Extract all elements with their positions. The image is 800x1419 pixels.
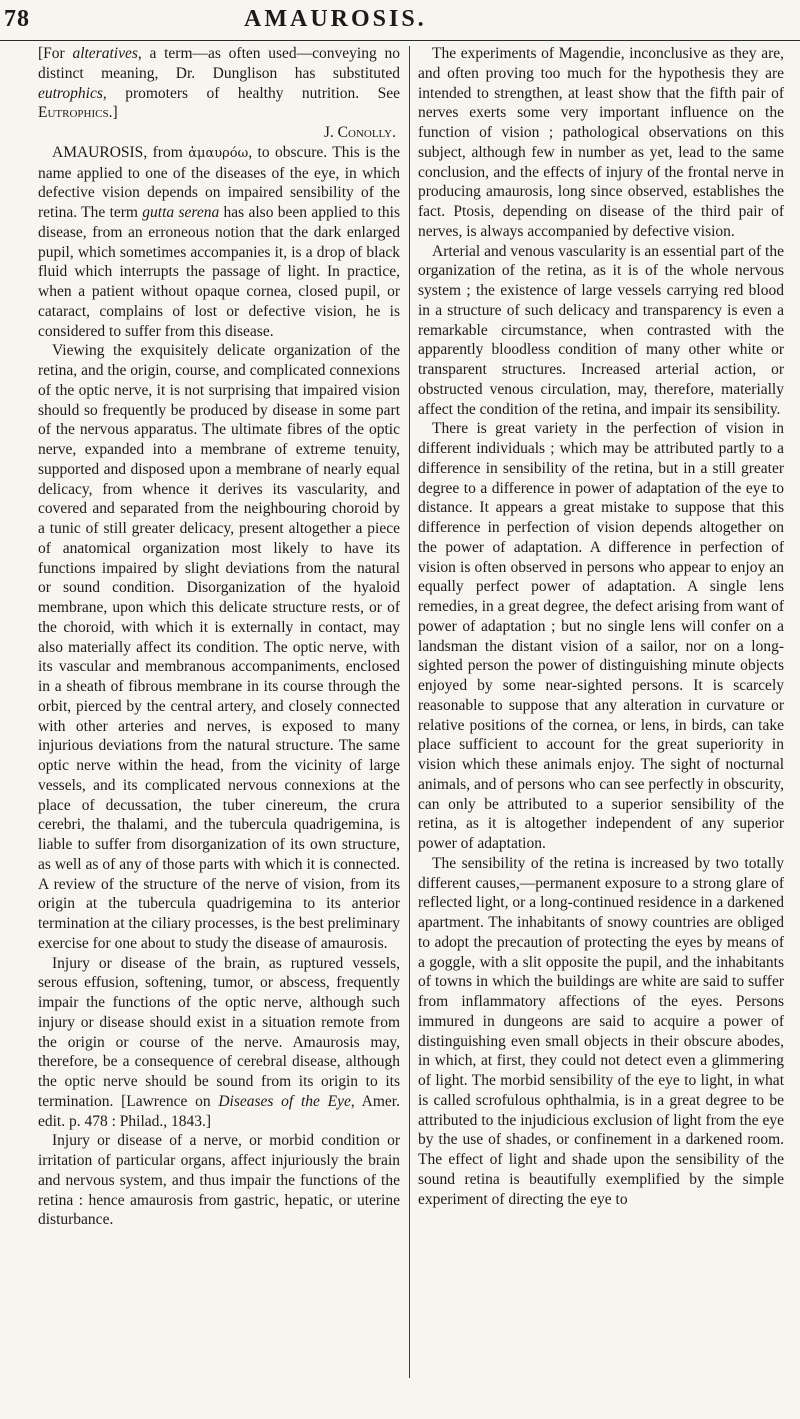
- entry-term: AMAUROSIS: [52, 143, 144, 161]
- paragraph-magendie: The experiments of Magendie, inconclusive as they are, and often proving too much for the hypothesis they are intended to strengthen, at least show that the fifth pair of nerves exerts some very important influence on the function of vision ; pathological observations on this subject, although few in number as yet, lead to the same conclusion, and the effects of injury of the frontal nerve in producing amaurosis, long since observed, establishes the fact. Ptosis, depending on disease of the third pair of nerves, is always accompanied by defective vision.: [418, 45, 784, 240]
- paragraph-viewing: Viewing the exquisitely delicate organization of the retina, and the origin, course, and complicated connexions of the optic nerve, it is not surprising that impaired vision should so frequently be produced by disease in some part of the nervous apparatus. The ultimate fibres of the optic nerve, expanded into a membrane of extreme tenuity, supported and disposed upon a membrane of nearly equal delicacy, from whence it derives its vascularity, and covered and separated from the neighbouring choroid by a tunic of still greater delicacy, present altogether a piece of anatomical organization most likely to have its functions impaired by slight deviations from the natural or sound condition. Disorganization of the hyaloid membrane, upon which this delicate structure rests, or of the choroid, with which it is externally in contact, may also materially affect its condition. The optic nerve, with its vascular and membranous accompaniments, enclosed in a sheath of fibrous membrane in its course through the orbit, pierced by the central artery, and closely connected with other arteries and nerves, is exposed to many injurious deviations from the natural structure. The same optic nerve within the head, from the vicinity of large vessels, and its complicated nervous connexions at the place of decussation, the tuber cinereum, the crura cerebri, the thalami, and the tubercula quadrigemina, is liable to suffer from disorganization of its own structure, as well as of any of those parts with which it is connected. A review of the structure of the nerve of vision, from its origin at the tubercula quadrigemina to its anterior termination at the ciliary processes, is the best preliminary exercise for one about to study the disease of amaurosis.: [38, 342, 400, 952]
- right-column: [418, 44, 784, 1209]
- left-column: [38, 44, 400, 1230]
- cited-work: Diseases of the Eye: [218, 1092, 351, 1110]
- page-number: 78: [4, 6, 30, 32]
- header-rule: [0, 40, 800, 41]
- author-signature: J. Conolly.: [323, 124, 396, 141]
- greek-etymology: ἀμαυρόω: [188, 145, 249, 161]
- paragraph-variety: There is great variety in the perfection of vision in different individuals ; which may be attributed partly to a difference in sensibility of the retina, but in a still greater degree to a difference in power of adaptation of the eye to distance. It appears a great mistake to suppose that this difference in perfection of vision depends altogether on the power of adaptation. A difference in perfection of vision is often observed in persons who appear to enjoy an equally perfect power of adaptation. A single lens remedies, in a great degree, the defect arising from want of power of adaptation ; but no single lens will confer on a landsman the distant vision of a sailor, nor on a long-sighted person the power of distinguishing minute objects enjoyed by some near-sighted persons. It is scarcely reasonable to suppose that any alteration in curvature or relative positions of the cornea, or lens, in birds, can take place sufficient to account for the great superiority in vision which these animals enjoy. The sight of nocturnal animals, and of persons who can see perfectly in obscurity, can only be attributed to a superior sensibility of the retina, as it is altogether independent of any superior power of adaptation.: [418, 420, 784, 852]
- paragraph-arterial: Arterial and venous vascularity is an essential part of the organization of the retina, as it is of the whole nervous system ; the existence of large vessels carrying red blood in a structure of such delicacy and transparency is even a remarkable circumstance, when contrasted with the apparently bloodless condition of many other white or transparent structures. Increased arterial action, or obstructed venous circulation, may, therefore, materially affect the condition of the retina, and impair its sensibility.: [418, 242, 784, 418]
- paragraph-injury-nerve: Injury or disease of a nerve, or morbid condition or irritation of particular organs, affect injuriously the brain and nervous system, and thus impair the functions of the retina : hence amaurosis from gastric, hepatic, or uterine disturbance.: [38, 1132, 400, 1229]
- amaurosis-definition: AMAUROSIS, from ἀμαυρόω, to obscure. This is the name applied to one of the diseases of the eye, in which defective vision depends on impaired sensibility of the retina. The term gutta serena has also been applied to this disease, from an erroneous notion that the dark enlarged pupil, which sometimes accompanies it, is a drop of black fluid which interrupts the passage of light. In practice, when a patient without opaque cornea, closed pupil, or cataract, complains of lost or defective vision, he is considered to suffer from this disease.: [38, 143, 400, 340]
- alteratives-note: [For alteratives, a term—as often used—conveying no distinct meaning, Dr. Dunglison has substituted eutrophics, promoters of healthy nutrition. See Eutrophics.]: [38, 45, 400, 122]
- page-header: [0, 4, 800, 44]
- running-head: AMAUROSIS.: [244, 6, 427, 32]
- cross-reference: Eutrophics: [38, 104, 109, 122]
- paragraph-sensibility: The sensibility of the retina is increased by two totally different causes,—permanent exposure to a strong glare of reflected light, or a long-continued residence in a darkened apartment. The inhabitants of snowy countries are obliged to adopt the precaution of protecting the eyes by means of a goggle, with a slit opposite the pupil, and the inhabitants of towns in which the buildings are white are said to suffer from inflammatory affections of the eyes. Persons immured in dungeons are said to acquire a power of distinguishing even small objects in their obscure abodes, in which, at first, they could not detect even a glimmering of light. The morbid sensibility of the eye to light, in what is called scrofulous ophthalmia, is in a great degree to be attributed to the injudicious exclusion of light from the eye by the use of shades, or confinement in a darkened room. The effect of light and shade upon the sensibility of the sound retina is beautifully exemplified by the simple experiment of directing the eye to: [418, 854, 784, 1208]
- column-divider: [409, 46, 410, 1378]
- paragraph-injury-brain: Injury or disease of the brain, as ruptured vessels, serous effusion, softening, tumor, or abscess, frequently impair the functions of the optic nerve, although such injury or disease should exist in a situation remote from the origin or course of the nerve. Amaurosis may, therefore, be a consequence of cerebral disease, although the optic nerve should be sound from its origin to its termination. [Lawrence on Diseases of the Eye, Amer. edit. p. 478 : Philad., 1843.]: [38, 954, 400, 1130]
